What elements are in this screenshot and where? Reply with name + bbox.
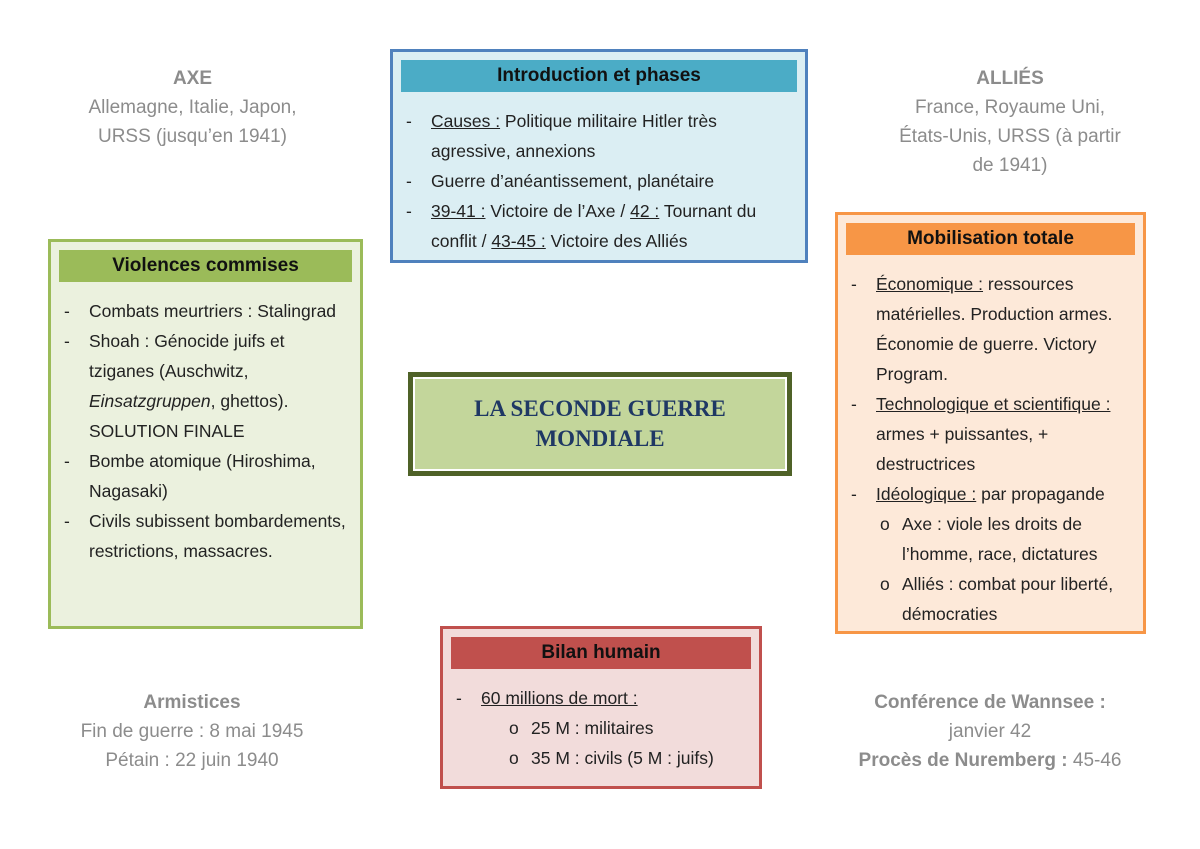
armistices-heading: Armistices (143, 692, 241, 713)
phase-3-text: Victoire des Alliés (545, 231, 688, 251)
wannsee-heading: Conférence de Wannsee : (874, 692, 1106, 713)
sub-list-item (505, 713, 749, 743)
axe-line-1: Allemagne, Italie, Japon, (88, 97, 297, 118)
armistices-block (52, 688, 332, 775)
list-item (403, 106, 795, 166)
violences-header: Violences commises (59, 250, 352, 282)
ideo-label: Idéologique : (876, 484, 977, 504)
intro-list (403, 106, 795, 256)
list-item (61, 506, 350, 566)
wannsee-block (835, 688, 1145, 775)
violences-item-3: Bombe atomique (Hiroshima, Nagasaki) (89, 451, 316, 501)
shoah-text-a: Shoah : Génocide juifs et tziganes (Auschwitz, (89, 331, 285, 381)
allies-line-3: de 1941) (972, 155, 1048, 176)
nuremberg-value: 45-46 (1067, 750, 1122, 771)
bilan-box (440, 626, 762, 789)
intro-item-2: Guerre d’anéantissement, planétaire (431, 171, 715, 191)
phase-1-label: 39-41 : (431, 201, 486, 221)
intro-box (390, 49, 808, 263)
list-item (61, 296, 350, 326)
violences-list (61, 296, 350, 566)
allies-line-2: États-Unis, URSS (à partir (899, 126, 1121, 147)
violences-box (48, 239, 363, 629)
list-item (848, 479, 1133, 629)
ideo-sublist (876, 509, 1133, 629)
eco-text: ressources matérielles. Production armes. Économie de guerre. Victory Program. (876, 274, 1113, 384)
bilan-header: Bilan humain (451, 637, 751, 669)
ideo-text: par propagande (976, 484, 1105, 504)
list-item (403, 166, 795, 196)
axe-line-2: URSS (jusqu’en 1941) (97, 126, 288, 147)
allies-heading: ALLIÉS (976, 68, 1044, 89)
list-item (453, 683, 749, 773)
list-item (61, 326, 350, 446)
violences-item-4: Civils subissent bombardements, restrictions, massacres. (89, 511, 346, 561)
list-item (848, 389, 1133, 479)
phase-3-label: 43-45 : (491, 231, 546, 251)
sub-list-item (876, 509, 1133, 569)
sub-list-item (505, 743, 749, 773)
causes-label: Causes : (431, 111, 501, 131)
shoah-text-c: , ghettos). SOLUTION FINALE (89, 391, 289, 441)
armistices-line-1: Fin de guerre : 8 mai 1945 (80, 721, 304, 742)
sub-list-item (876, 569, 1133, 629)
allies-block (880, 64, 1140, 180)
list-item (848, 269, 1133, 389)
eco-label: Économique : (876, 274, 984, 294)
wannsee-date: janvier 42 (948, 721, 1032, 742)
einsatzgruppen-text: Einsatzgruppen (89, 391, 211, 411)
mobilisation-list (848, 269, 1133, 629)
bilan-sub-2: 35 M : civils (5 M : juifs) (531, 748, 714, 768)
bilan-item-1: 60 millions de mort : (481, 688, 638, 708)
nuremberg-label: Procès de Nuremberg : (858, 750, 1068, 771)
mobilisation-header: Mobilisation totale (846, 223, 1135, 255)
axe-block (60, 64, 325, 151)
tech-label: Technologique et scientifique : (876, 394, 1111, 414)
page-title: LA SECONDE GUERRE MONDIALE (413, 377, 787, 471)
ideo-sub-1: Axe : viole les droits de l’homme, race, dictatures (902, 514, 1098, 564)
bilan-sub-1: 25 M : militaires (531, 718, 654, 738)
ideo-sub-2: Alliés : combat pour liberté, démocraties (902, 574, 1114, 624)
bilan-list (453, 683, 749, 773)
nuremberg-line (835, 746, 1145, 775)
bilan-sublist (505, 713, 749, 773)
intro-header: Introduction et phases (401, 60, 797, 92)
central-title-box (408, 372, 792, 476)
causes-text: Politique militaire Hitler très agressive, annexions (431, 111, 717, 161)
phase-2-label: 42 : (630, 201, 660, 221)
list-item (403, 196, 795, 256)
tech-text: armes + puissantes, + destructrices (876, 424, 1049, 474)
phase-1-text: Victoire de l’Axe / (485, 201, 631, 221)
axe-heading: AXE (172, 68, 213, 89)
allies-line-1: France, Royaume Uni, (914, 97, 1106, 118)
mobilisation-box (835, 212, 1146, 634)
armistices-line-2: Pétain : 22 juin 1940 (105, 750, 279, 771)
violences-item-1: Combats meurtriers : Stalingrad (89, 301, 337, 321)
list-item (61, 446, 350, 506)
phase-2-text: Tournant du conflit / (431, 201, 757, 251)
